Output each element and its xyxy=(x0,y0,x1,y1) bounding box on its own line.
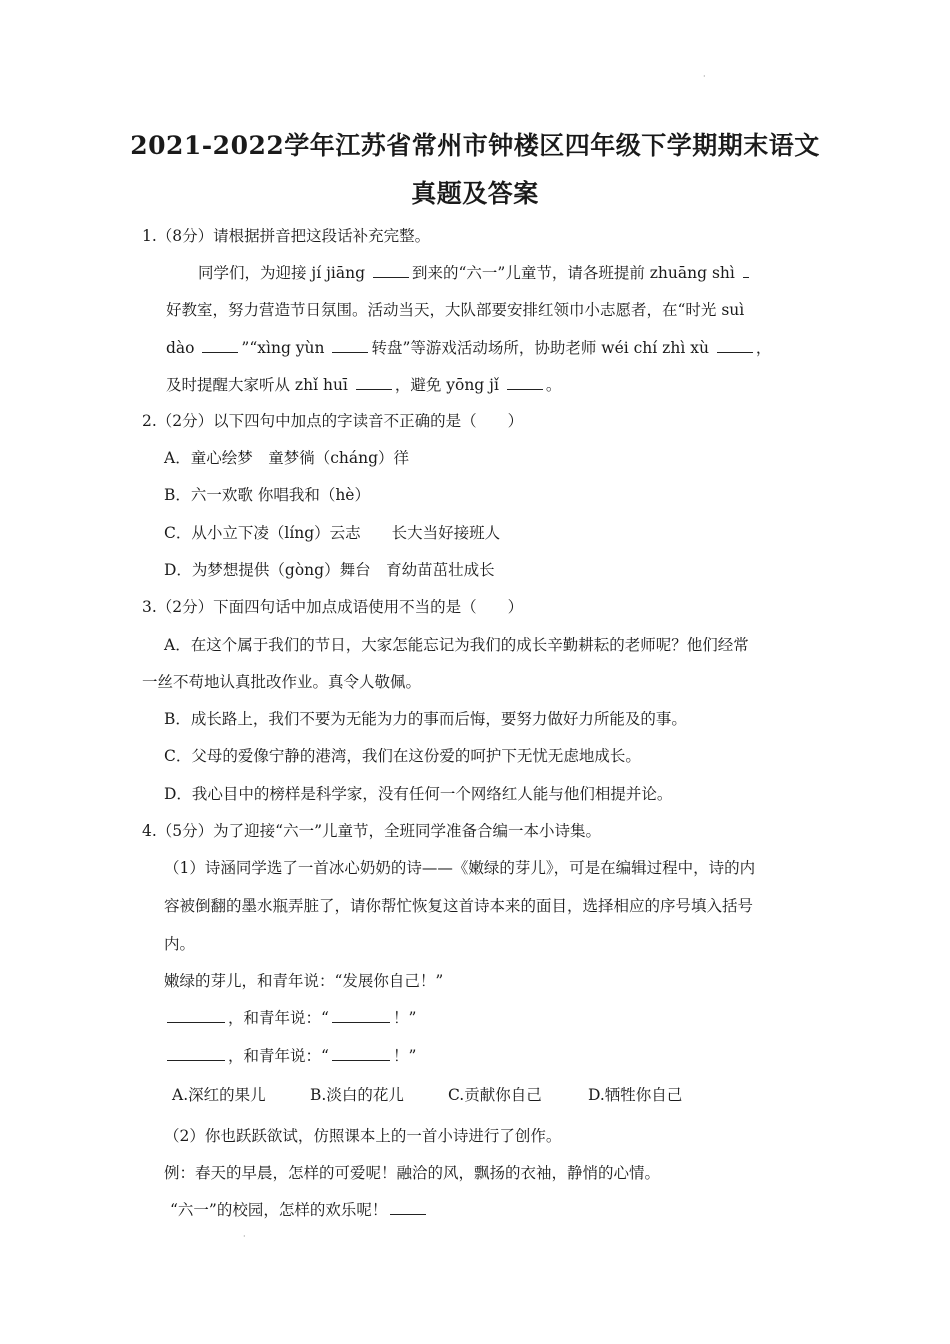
q4-blank-speech-1[interactable] xyxy=(332,1008,390,1023)
q4-option-c: C.贡献你自己 xyxy=(448,1086,542,1104)
document-title-line1: 2021-2022学年江苏省常州市钟楼区四年级下学期期末语文 xyxy=(130,131,820,160)
q2-option-c: C．从小立下凌（líng）云志 长大当好接班人 xyxy=(164,524,501,542)
document-title-line2: 真题及答案 xyxy=(411,179,539,208)
q2-option-a: A．童心绘梦 童梦徜（cháng）徉 xyxy=(164,449,410,467)
q2-option-b: B．六一欢歌 你唱我和（hè） xyxy=(164,486,370,504)
q4-option-b: B.淡白的花儿 xyxy=(310,1086,404,1104)
q4-heading: 4.（5分）为了迎接“六一”儿童节，全班同学准备合编一本小诗集。 xyxy=(142,822,602,840)
q1-blank-weichizhixu[interactable] xyxy=(717,338,753,353)
q4-option-d: D.牺牲你自己 xyxy=(588,1086,683,1104)
q3-option-a-line1: A．在这个属于我们的节日，大家怎能忘记为我们的成长辛勤耕耘的老师呢？他们经常 xyxy=(164,636,749,654)
q4-poem-line2: ，和青年说：“ ！” xyxy=(164,1008,416,1028)
q4-part2: （2）你也跃跃欲试，仿照课本上的一首小诗进行了创作。 xyxy=(164,1127,562,1145)
q2-heading: 2.（2分）以下四句中加点的字读音不正确的是（ ） xyxy=(142,412,524,430)
q4-prompt: “六一”的校园，怎样的欢乐呢！ xyxy=(170,1200,429,1220)
q4-poem-line1: 嫩绿的芽儿，和青年说：“发展你自己！” xyxy=(164,972,444,990)
q4-blank-speech-2[interactable] xyxy=(332,1046,390,1061)
q4-part1-line2: 容被倒翻的墨水瓶弄脏了，请你帮忙恢复这首诗本来的面目，选择相应的序号填入括号 xyxy=(164,897,754,915)
q1-blank-xingyun[interactable] xyxy=(332,338,368,353)
q4-blank-poem[interactable] xyxy=(390,1200,426,1215)
page-mark: · xyxy=(703,72,706,81)
q4-option-a: A.深红的果儿 xyxy=(172,1086,266,1104)
q2-option-d: D．为梦想提供（gòng）舞台 育幼苗茁壮成长 xyxy=(164,561,495,579)
q3-option-b: B．成长路上，我们不要为无能为力的事而后悔，要努力做好力所能及的事。 xyxy=(164,710,687,728)
q1-blank-yongji[interactable] xyxy=(507,375,543,390)
q4-blank-subject-1[interactable] xyxy=(167,1008,225,1023)
q4-blank-subject-2[interactable] xyxy=(167,1046,225,1061)
q1-heading: 1.（8分）请根据拼音把这段话补充完整。 xyxy=(142,227,431,245)
q1-line2: 好教室，努力营造节日氛围。活动当天，大队部要安排红领巾小志愿者，在“时光 suì xyxy=(166,301,745,319)
q1-blank-zhihui[interactable] xyxy=(356,375,392,390)
q3-heading: 3.（2分）下面四句话中加点成语使用不当的是（ ） xyxy=(142,598,524,616)
q1-line1: 同学们，为迎接 jí jiāng 到来的“六一”儿童节，请各班提前 zhuāng shì xyxy=(198,263,752,283)
q4-example: 例：春天的早晨，怎样的可爱呢！融洽的风，飘扬的衣袖，静悄的心情。 xyxy=(164,1164,661,1182)
q3-option-c: C．父母的爱像宁静的港湾，我们在这份爱的呵护下无忧无虑地成长。 xyxy=(164,747,641,765)
q3-option-a-line2: 一丝不苟地认真批改作业。真令人敬佩。 xyxy=(142,673,422,691)
q4-part1-line3: 内。 xyxy=(164,935,196,953)
q1-line4: 及时提醒大家听从 zhǐ huī ，避免 yōng jǐ 。 xyxy=(166,376,562,394)
q4-part1-line1: （1）诗涵同学选了一首冰心奶奶的诗——《嫩绿的芽儿》，可是在编辑过程中，诗的内 xyxy=(164,859,756,877)
q4-poem-line3: ，和青年说：“ ！” xyxy=(164,1046,416,1066)
q1-blank-jijiang[interactable] xyxy=(373,263,409,278)
q1-line3: dào ”“xìng yùn 转盘”等游戏活动场所，协助老师 wéi chí zhì xù ， xyxy=(166,339,772,357)
page-mark-bottom: · xyxy=(243,1232,246,1241)
q1-blank-suidao[interactable] xyxy=(202,338,238,353)
q3-option-d: D．我心目中的榜样是科学家，没有任何一个网络红人能与他们相提并论。 xyxy=(164,785,673,803)
q1-blank-zhuangshi[interactable] xyxy=(743,263,749,278)
